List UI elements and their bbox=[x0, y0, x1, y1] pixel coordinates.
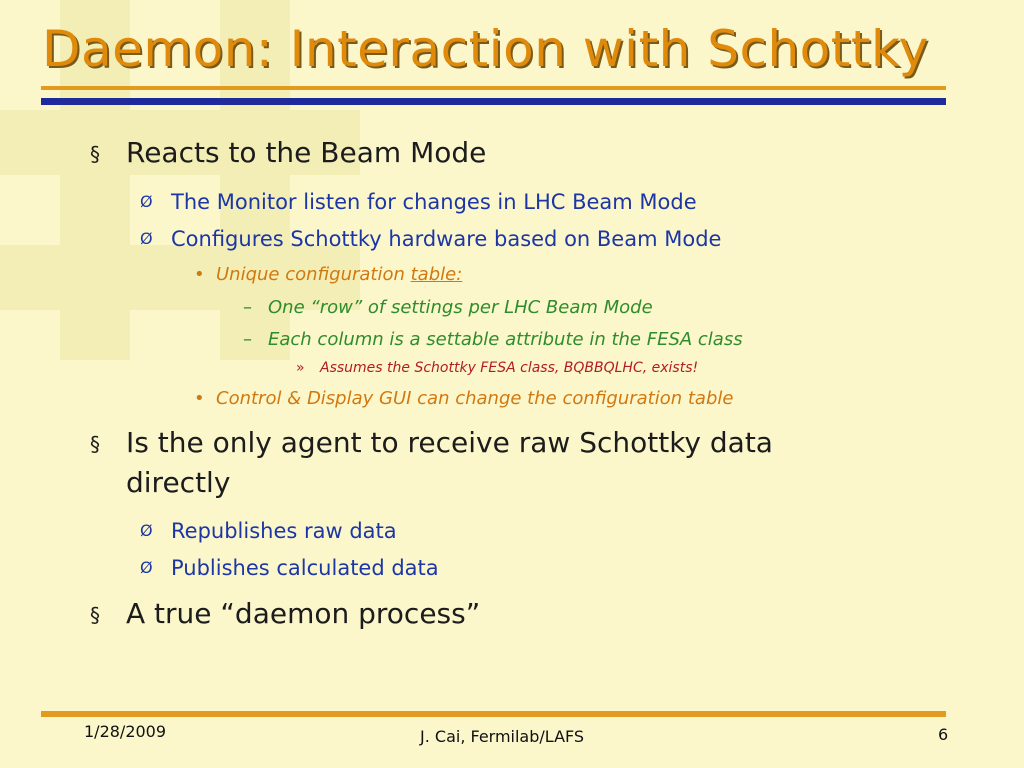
arrow-bullet-icon: Ø bbox=[140, 558, 153, 577]
bullet-control-display: Control & Display GUI can change the configuration table bbox=[216, 388, 734, 409]
bullet-true-daemon: A true “daemon process” bbox=[126, 597, 481, 630]
arrow-bullet-icon: Ø bbox=[140, 229, 153, 248]
bullet-only-agent: Is the only agent to receive raw Schottky data bbox=[126, 426, 773, 459]
square-bullet-icon: § bbox=[90, 603, 100, 627]
square-bullet-icon: § bbox=[90, 142, 100, 166]
bullet-reacts: Reacts to the Beam Mode bbox=[126, 136, 487, 169]
bullet-one-row: One “row” of settings per LHC Beam Mode bbox=[268, 297, 653, 318]
bullet-assumes: Assumes the Schottky FESA class, BQBBQLHC, exists! bbox=[320, 360, 699, 376]
arrow-bullet-icon: Ø bbox=[140, 521, 153, 540]
bullet-unique-config bbox=[216, 264, 462, 285]
dash-bullet-icon: – bbox=[243, 329, 252, 350]
arrow-bullet-icon: Ø bbox=[140, 192, 153, 211]
bullet-only-agent-cont: directly bbox=[126, 466, 231, 499]
footer-author: J. Cai, Fermilab/LAFS bbox=[420, 727, 585, 746]
bullet-republishes: Republishes raw data bbox=[171, 519, 397, 543]
bullet-publishes: Publishes calculated data bbox=[171, 556, 439, 580]
bullet-monitor: The Monitor listen for changes in LHC Beam Mode bbox=[171, 190, 697, 214]
bullet-configures: Configures Schottky hardware based on Beam Mode bbox=[171, 227, 722, 251]
bullet-each-column: Each column is a settable attribute in the FESA class bbox=[268, 329, 743, 350]
double-chevron-bullet-icon: » bbox=[296, 360, 305, 376]
footer-rule bbox=[41, 711, 946, 717]
footer-page-number: 6 bbox=[938, 725, 949, 744]
table-link[interactable]: table: bbox=[410, 264, 463, 285]
footer-date: 1/28/2009 bbox=[84, 722, 167, 741]
square-bullet-icon: § bbox=[90, 432, 100, 456]
dot-bullet-icon: • bbox=[194, 388, 205, 409]
dot-bullet-icon: • bbox=[194, 264, 205, 285]
slide-title: Daemon: Interaction with Schottky bbox=[42, 20, 929, 78]
unique-config-text: Unique configuration bbox=[216, 264, 411, 285]
dash-bullet-icon: – bbox=[243, 297, 252, 318]
